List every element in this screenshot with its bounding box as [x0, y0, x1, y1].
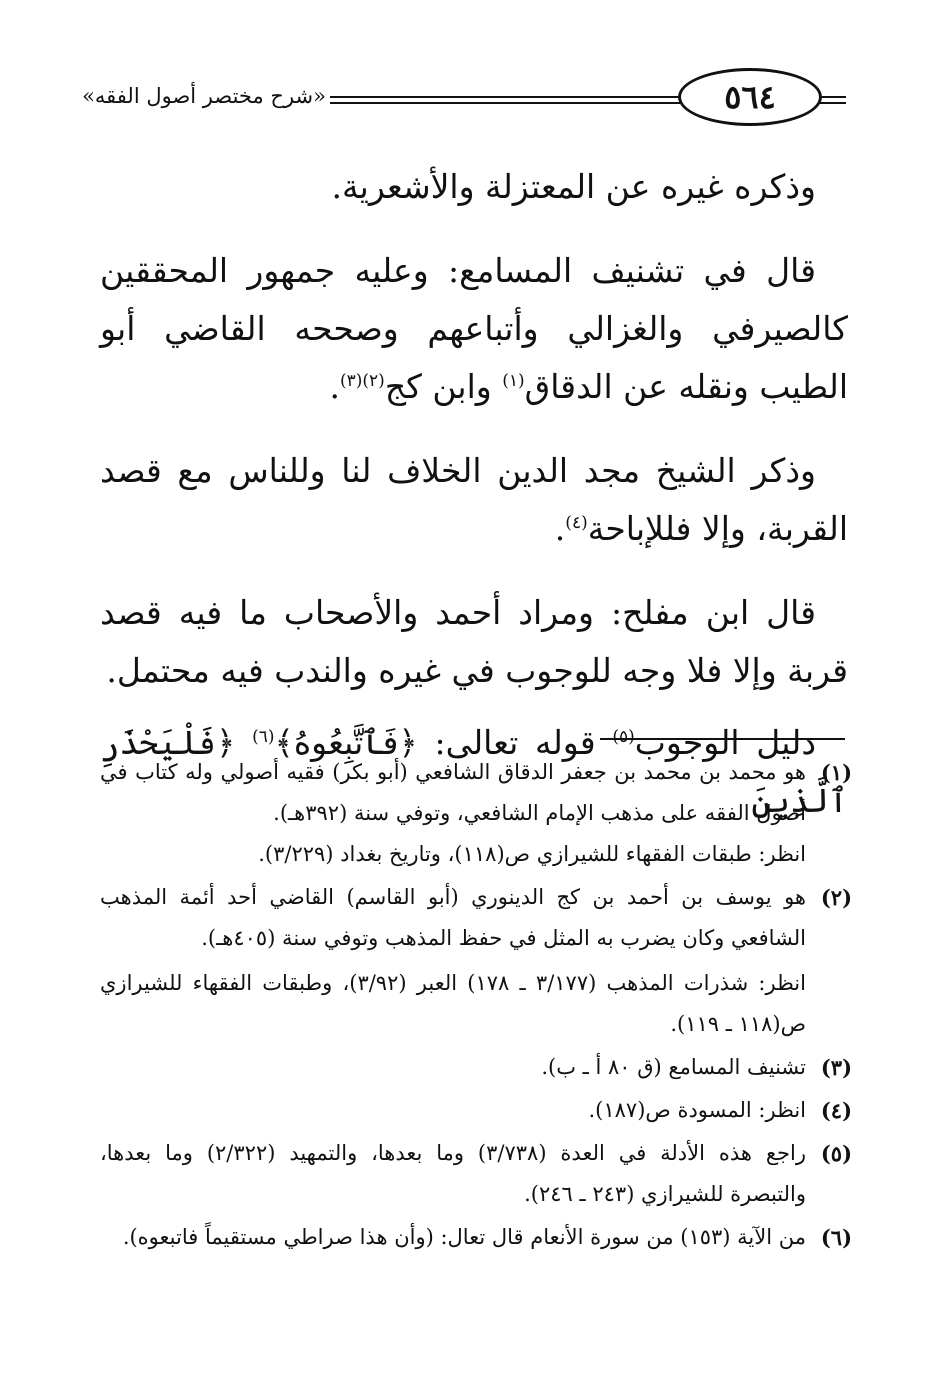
paragraph-4 — [100, 584, 848, 700]
footnote-number: (٥) — [820, 1141, 852, 1166]
paragraph-5-text-cont: قوله تعالى: ﴿فَٱتَّبِعُوهُ﴾ — [274, 723, 613, 762]
paragraph-2-text-cont: وابن كج — [384, 367, 503, 406]
footnote-2 — [100, 877, 852, 959]
footnote-text: هو محمد بن محمد بن جعفر الدقاق الشافعي (أبو بكر) فقيه أصولي وله كتاب في أصول الفقه على مذهب الإمام الشافعي، وتوفي سنة (٣٩٢هـ). — [100, 760, 806, 825]
footnote-1 — [100, 752, 852, 834]
header-rule-left-top — [330, 96, 680, 98]
footnote-ref-4[interactable]: (٤) — [565, 513, 588, 533]
main-text — [100, 158, 848, 830]
footnote-4 — [100, 1090, 852, 1131]
footnote-ref-5[interactable]: (٥) — [612, 727, 635, 747]
footnote-text: هو يوسف بن أحمد بن كج الدينوري (أبو القاسم) القاضي أحد أئمة المذهب الشافعي وكان يضرب به المثل في حفظ المذهب وتوفي سنة (٤٠٥هـ). — [100, 885, 806, 950]
footnote-2-source: انظر: شذرات المذهب (٣/١٧٧ ـ ١٧٨) العبر (٣/٩٢)، وطبقات الفقهاء للشيرازي ص(١١٨ ـ ١١٩). — [100, 971, 806, 1036]
paragraph-2-end: . — [329, 367, 340, 406]
footnote-1-source: انظر: طبقات الفقهاء للشيرازي ص(١١٨)، وتاريخ بغداد (٣/٢٢٩). — [258, 842, 806, 866]
footnote-3 — [100, 1047, 852, 1088]
running-header-title: «شرح مختصر أصول الفقه» — [82, 84, 326, 108]
page-number: ٥٦٤ — [724, 78, 776, 116]
footnote-5 — [100, 1133, 852, 1215]
paragraph-5-text: دليل الوجوب — [634, 723, 817, 762]
footnote-ref-2-3[interactable]: (٢)(٣) — [339, 371, 385, 391]
header-rule-left-bottom — [330, 102, 680, 104]
paragraph-4-text: قال ابن مفلح: ومراد أحمد والأصحاب ما فيه قصد قربة وإلا فلا وجه للوجوب في غيره والندب فيه محتمل. — [100, 593, 848, 690]
paragraph-1-text: وذكره غيره عن المعتزلة والأشعرية. — [331, 167, 816, 206]
footnote-text: من الآية (١٥٣) من سورة الأنعام قال تعال: (وأن هذا صراطي مستقيماً فاتبعوه). — [122, 1225, 806, 1249]
footnote-number: (١) — [820, 760, 852, 785]
footnotes — [100, 752, 852, 1258]
footnote-number: (٢) — [820, 885, 852, 910]
paragraph-3 — [100, 442, 848, 558]
footnote-text: انظر: المسودة ص(١٨٧). — [588, 1098, 806, 1122]
footnote-separator — [600, 738, 845, 740]
footnote-text: راجع هذه الأدلة في العدة (٣/٧٣٨) وما بعدها، والتمهيد (٢/٣٢٢) وما بعدها، والتبصرة للشيرازي (٢٤٣ ـ ٢٤٦). — [100, 1141, 806, 1206]
footnote-text: تشنيف المسامع (ق ٨٠ أ ـ ب). — [541, 1055, 806, 1079]
paragraph-3-end: . — [554, 509, 566, 548]
header-rule-right-top — [820, 96, 846, 98]
paragraph-2 — [100, 242, 848, 416]
paragraph-3-text: وذكر الشيخ مجد الدين الخلاف لنا وللناس مع قصد القربة، وإلا فللإباحة — [100, 451, 848, 548]
footnote-number: (٤) — [820, 1098, 852, 1123]
footnote-number: (٣) — [820, 1055, 852, 1080]
footnote-ref-1[interactable]: (١) — [502, 371, 525, 391]
paragraph-2-text: قال في تشنيف المسامع: وعليه جمهور المحققين كالصيرفي والغزالي وأتباعهم وصححه القاضي أبو الطيب ونقله عن الدقاق — [100, 251, 848, 406]
footnote-number: (٦) — [820, 1225, 852, 1250]
paragraph-1 — [100, 158, 848, 216]
page-number-badge — [678, 68, 822, 126]
header-rule-right-bottom — [820, 102, 846, 104]
paragraph-5-end: ﴿فَلْيَحْذَرِ ٱلَّذِينَ — [100, 723, 848, 820]
footnote-ref-6[interactable]: (٦) — [252, 727, 275, 747]
footnote-6 — [100, 1217, 852, 1258]
